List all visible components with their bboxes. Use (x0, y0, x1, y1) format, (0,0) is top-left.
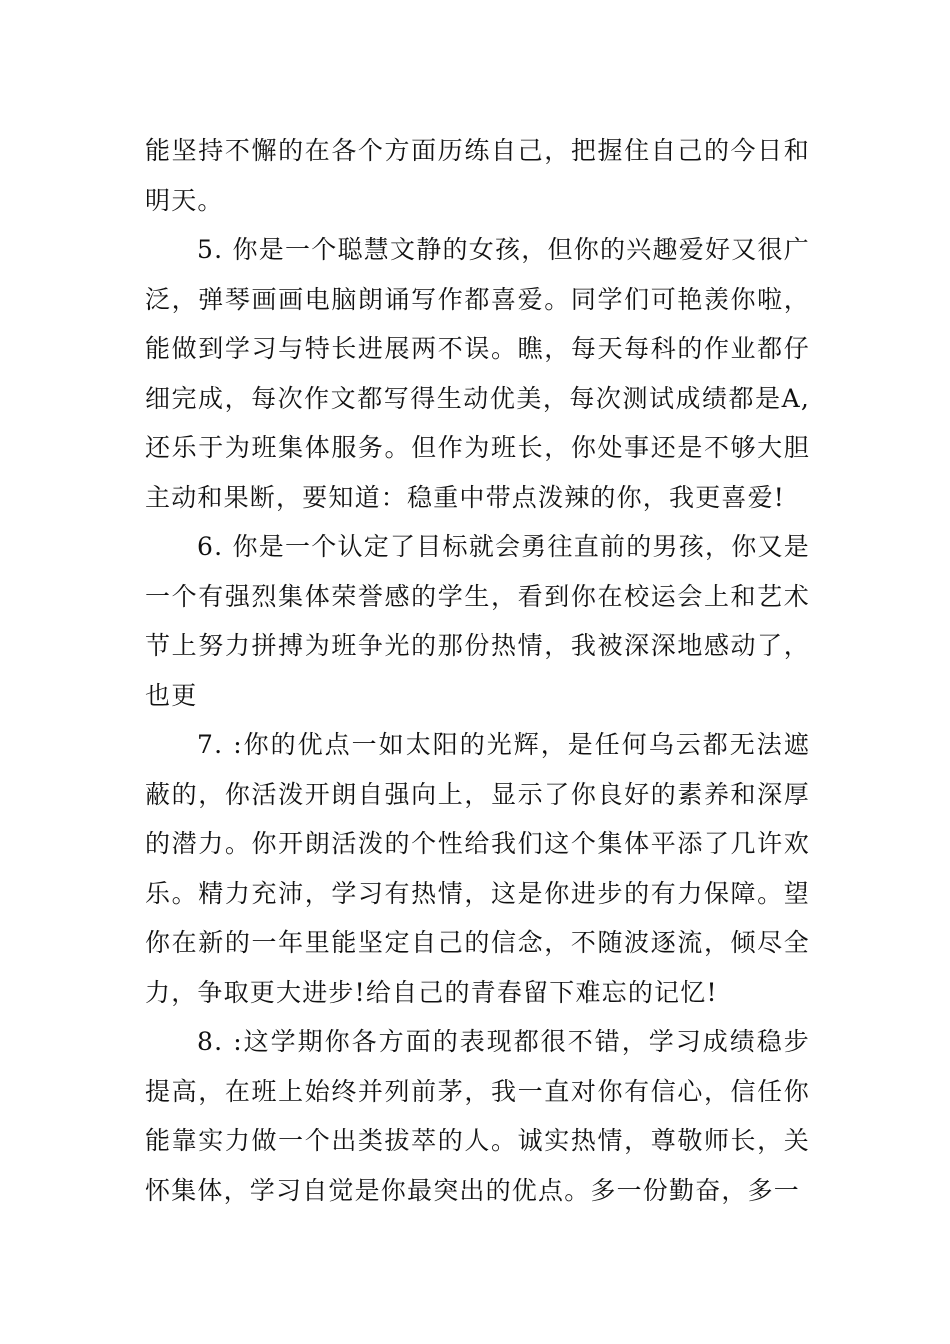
document-body (145, 126, 810, 1215)
paragraph-text: 你是一个聪慧文静的女孩，但你的兴趣爱好又很广泛，弹琴画画电脑朗诵写作都喜爱。同学们可艳羡你啦，能做到学习与特长进展两不误。瞧，每天每科的作业都仔细完成，每次作文都写得生动优美，每次测试成绩都是A,还乐于为班集体服务。但作为班长，你处事还是不够大胆主动和果断，要知道：稳重中带点泼辣的你，我更喜爱! (145, 235, 810, 512)
paragraph-text: 你是一个认定了目标就会勇往直前的男孩，你又是一个有强烈集体荣誉感的学生，看到你在校运会上和艺术节上努力拼搏为班争光的那份热情，我被深深地感动了，也更 (145, 532, 810, 710)
paragraph-item-8 (145, 1017, 810, 1215)
item-number: 7. (197, 730, 224, 759)
paragraph-item-7 (145, 720, 810, 1017)
paragraph-text: :你的优点一如太阳的光辉，是任何乌云都无法遮蔽的，你活泼开朗自强向上，显示了你良好的素养和深厚的潜力。你开朗活泼的个性给我们这个集体平添了几许欢乐。精力充沛，学习有热情，这是你进步的有力保障。望你在新的一年里能坚定自己的信念，不随波逐流，倾尽全力，争取更大进步!给自己的青春留下难忘的记忆! (145, 730, 810, 1007)
item-number: 5. (197, 235, 224, 264)
paragraph-item-5 (145, 225, 810, 522)
paragraph-continuation (145, 126, 810, 225)
item-number: 8. (197, 1027, 224, 1056)
paragraph-item-6 (145, 522, 810, 720)
paragraph-text: 能坚持不懈的在各个方面历练自己，把握住自己的今日和明天。 (145, 136, 810, 215)
item-number: 6. (197, 532, 224, 561)
paragraph-text: :这学期你各方面的表现都很不错，学习成绩稳步提高，在班上始终并列前茅，我一直对你有信心，信任你能靠实力做一个出类拔萃的人。诚实热情，尊敬师长，关怀集体，学习自觉是你最突出的优点。多一份勤奋，多一 (145, 1027, 810, 1205)
